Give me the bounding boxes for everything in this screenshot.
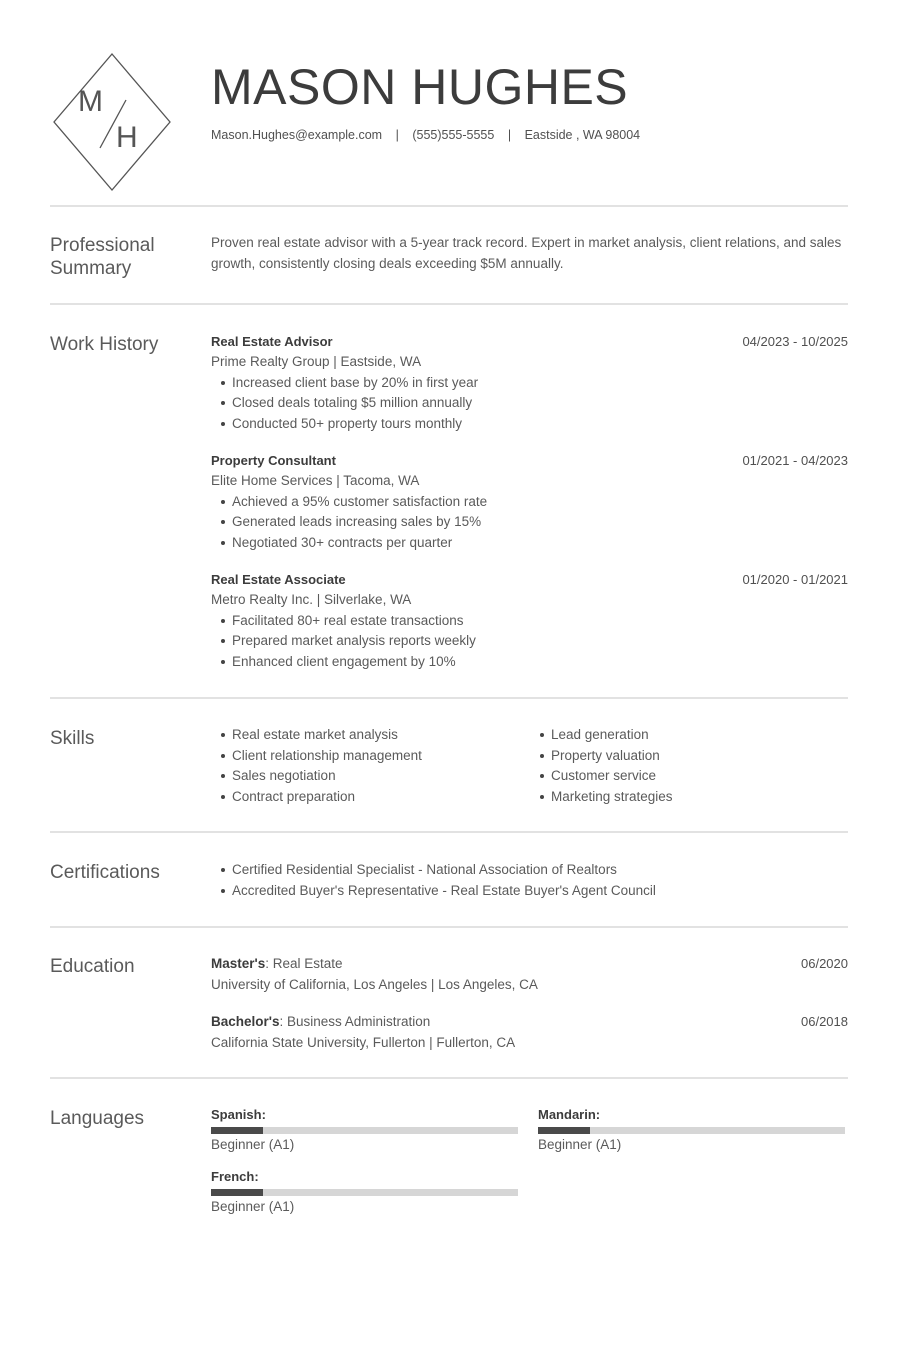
proficiency-fill [211,1127,263,1134]
language-name: Spanish: [211,1107,266,1122]
label-line: Professional [50,235,155,256]
job-company: Elite Home Services | Tacoma, WA [211,473,420,488]
proficiency-bar [211,1189,518,1196]
divider [50,831,848,833]
language-level: Beginner (A1) [211,1199,295,1214]
degree-field: : Business Administration [279,1014,431,1029]
job-company: Metro Realty Inc. | Silverlake, WA [211,592,412,607]
language-entry [538,1106,845,1155]
degree-type: Bachelor's [211,1014,280,1029]
bullet-item: Increased client base by 20% in first year [219,373,848,394]
section-label-skills: Skills [50,728,95,749]
job-dates: 01/2020 - 01/2021 [742,572,848,587]
separator: | [507,128,512,142]
location: Eastside , WA 98004 [524,128,641,142]
skills-list-left [211,725,422,807]
language-level: Beginner (A1) [211,1137,295,1152]
job-bullets [211,492,848,554]
contact-line [211,128,640,142]
job-dates: 04/2023 - 10/2025 [742,334,848,349]
degree [211,954,848,975]
separator: | [395,128,399,142]
job-title: Real Estate Advisor [211,334,333,349]
job-entry [211,451,848,553]
section-label-languages: Languages [50,1108,145,1129]
divider [50,1077,848,1079]
monogram-logo [52,52,172,192]
bullet-item: Generated leads increasing sales by 15% [219,512,848,533]
proficiency-fill [211,1189,263,1196]
language-entry [211,1168,518,1217]
job-entry [211,570,848,672]
education-entry [211,1012,848,1053]
monogram-last: H [116,121,138,154]
school: University of California, Los Angeles | Los Angeles, CA [211,976,538,992]
language-entry [211,1106,518,1155]
candidate-name: MASON HUGHES [211,59,629,115]
skill-item: Client relationship management [219,746,422,767]
skill-item: Property valuation [538,746,673,767]
email: Mason.Hughes@example.com [211,128,383,142]
education-entry [211,954,848,995]
graduation-date: 06/2018 [801,1014,848,1029]
divider [50,697,848,699]
language-name: Mandarin: [538,1107,601,1122]
job-entry [211,332,848,434]
divider [50,205,848,207]
job-title: Property Consultant [211,453,336,468]
job-bullets [211,373,848,435]
graduation-date: 06/2020 [801,956,848,971]
bullet-item: Facilitated 80+ real estate transactions [219,611,848,632]
degree-field: : Real Estate [265,956,343,971]
proficiency-bar [538,1127,845,1134]
job-company: Prime Realty Group | Eastside, WA [211,354,422,369]
job-bullets [211,611,848,673]
bullet-item: Achieved a 95% customer satisfaction rate [219,492,848,513]
job-dates: 01/2021 - 04/2023 [742,453,848,468]
divider [50,303,848,305]
section-label-education: Education [50,956,135,977]
monogram-first: M [78,85,103,118]
summary-text: Proven real estate advisor with a 5-year track record. Expert in market analysis, client relations, and sales growth, consistently closing deals exceeding $5M annually. [211,235,842,271]
bullet-item: Enhanced client engagement by 10% [219,652,848,673]
section-label-work-history: Work History [50,334,159,355]
bullet-item: Prepared market analysis reports weekly [219,631,848,652]
bullet-item: Closed deals totaling $5 million annually [219,393,848,414]
language-level: Beginner (A1) [538,1137,622,1152]
label-line: Summary [50,258,132,279]
certifications-list [211,860,656,901]
language-name: French: [211,1169,259,1184]
skill-item: Lead generation [538,725,673,746]
certification-item: Certified Residential Specialist - National Association of Realtors [219,860,656,881]
skill-item: Customer service [538,766,673,787]
proficiency-fill [538,1127,590,1134]
skill-item: Marketing strategies [538,787,673,808]
bullet-item: Negotiated 30+ contracts per quarter [219,533,848,554]
section-label-certifications: Certifications [50,862,160,883]
skill-item: Contract preparation [219,787,422,808]
skill-item: Real estate market analysis [219,725,422,746]
skills-list-right [530,725,673,807]
certification-item: Accredited Buyer's Representative - Real Estate Buyer's Agent Council [219,881,656,902]
divider [50,926,848,928]
job-title: Real Estate Associate [211,572,346,587]
section-label-summary [50,234,155,280]
degree [211,1012,848,1033]
bullet-item: Conducted 50+ property tours monthly [219,414,848,435]
school: California State University, Fullerton | Fullerton, CA [211,1034,516,1050]
degree-type: Master's [211,956,266,971]
proficiency-bar [211,1127,518,1134]
skill-item: Sales negotiation [219,766,422,787]
phone: (555)555-5555 [412,128,495,142]
